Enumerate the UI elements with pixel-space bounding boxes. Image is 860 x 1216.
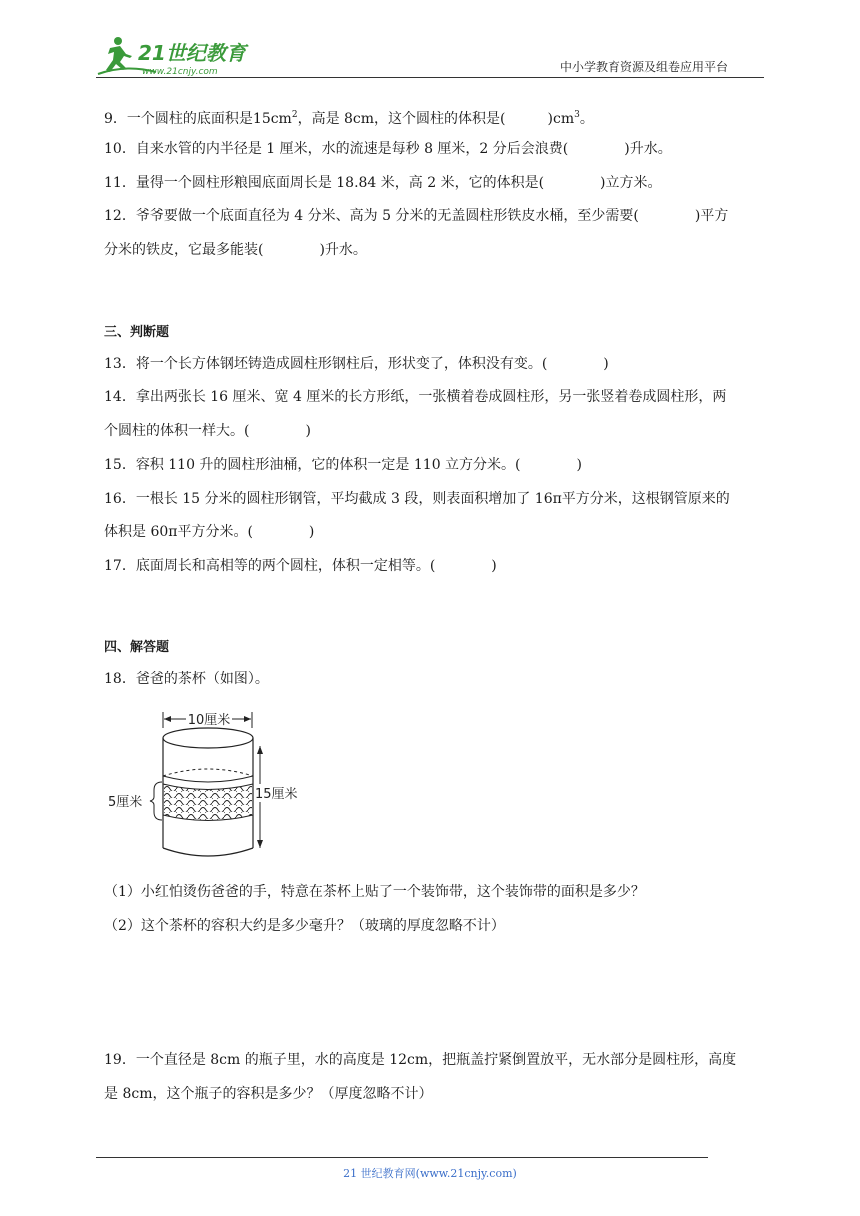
- q9-text-b: ，高是 8cm，这个圆柱的体积是( )cm: [297, 111, 575, 127]
- cup-height-label: 15厘米: [255, 787, 298, 802]
- cup-diagram: [104, 700, 314, 866]
- logo-main-text: 21世纪教育: [138, 41, 246, 65]
- question-15: 15．容积 110 升的圆柱形油桶，它的体积一定是 110 立方分米。( ): [104, 457, 582, 473]
- question-17: 17．底面周长和高相等的两个圆柱，体积一定相等。( ): [104, 558, 497, 574]
- question-16-line-1: 16．一根长 15 分米的圆柱形钢管，平均截成 3 段，则表面积增加了 16π平方分米，这根钢管原来的: [104, 491, 730, 507]
- question-18-part-2: （2）这个茶杯的容积大约是多少毫升？（玻璃的厚度忽略不计）: [104, 918, 505, 934]
- question-14-line-2: 个圆柱的体积一样大。( ): [104, 423, 311, 439]
- runner-logo-icon: [96, 34, 266, 78]
- question-18: 18．爸爸的茶杯（如图）。: [104, 671, 269, 687]
- section-4-title: 四、解答题: [104, 640, 170, 655]
- cup-diameter-label: 10厘米: [187, 713, 231, 728]
- question-19-line-1: 19．一个直径是 8cm 的瓶子里，水的高度是 12cm，把瓶盖拧紧倒置放平，无水部分是圆柱形，高度: [104, 1052, 737, 1068]
- question-10: 10．自来水管的内半径是 1 厘米，水的流速是每秒 8 厘米，2 分后会浪费( )升水。: [104, 141, 672, 157]
- question-9: [104, 105, 764, 129]
- question-14-line-1: 14．拿出两张长 16 厘米、宽 4 厘米的长方形纸，一张横着卷成圆柱形，另一张竖着卷成圆柱形，两: [104, 389, 727, 405]
- footer-divider: [96, 1157, 708, 1158]
- question-18-part-1: （1）小红怕烫伤爸爸的手，特意在茶杯上贴了一个装饰带，这个装饰带的面积是多少？: [104, 884, 645, 900]
- question-16-line-2: 体积是 60π平方分米。( ): [104, 524, 315, 540]
- question-19-line-2: 是 8cm，这个瓶子的容积是多少？（厚度忽略不计）: [104, 1086, 433, 1102]
- logo-sub-text: www.21cnjy.com: [142, 67, 218, 77]
- question-13: 13．将一个长方体钢坯铸造成圆柱形钢柱后，形状变了，体积没有变。( ): [104, 356, 609, 372]
- question-12-line-2: 分米的铁皮，它最多能装( )升水。: [104, 242, 367, 258]
- question-12-line-1: 12．爷爷要做一个底面直径为 4 分米、高为 5 分米的无盖圆柱形铁皮水桶，至少需要( )平方: [104, 208, 729, 224]
- section-3-title: 三、判断题: [104, 325, 170, 340]
- q9-sup-2: 3: [574, 110, 580, 120]
- header-divider: [96, 77, 764, 78]
- platform-name: 中小学教育资源及组卷应用平台: [560, 60, 729, 74]
- site-logo: [96, 34, 266, 78]
- band-height-label: 5厘米: [108, 795, 143, 810]
- q9-text-c: 。: [579, 111, 594, 127]
- question-11: 11．量得一个圆柱形粮囤底面周长是 18.84 米，高 2 米，它的体积是( )立方米。: [104, 175, 662, 191]
- footer-link[interactable]: 21 世纪教育网(www.21cnjy.com): [343, 1167, 517, 1180]
- tea-cup-figure: [104, 700, 314, 866]
- q9-text-a: 9．一个圆柱的底面积是15cm: [104, 111, 292, 127]
- q9-sup-1: 2: [291, 110, 298, 120]
